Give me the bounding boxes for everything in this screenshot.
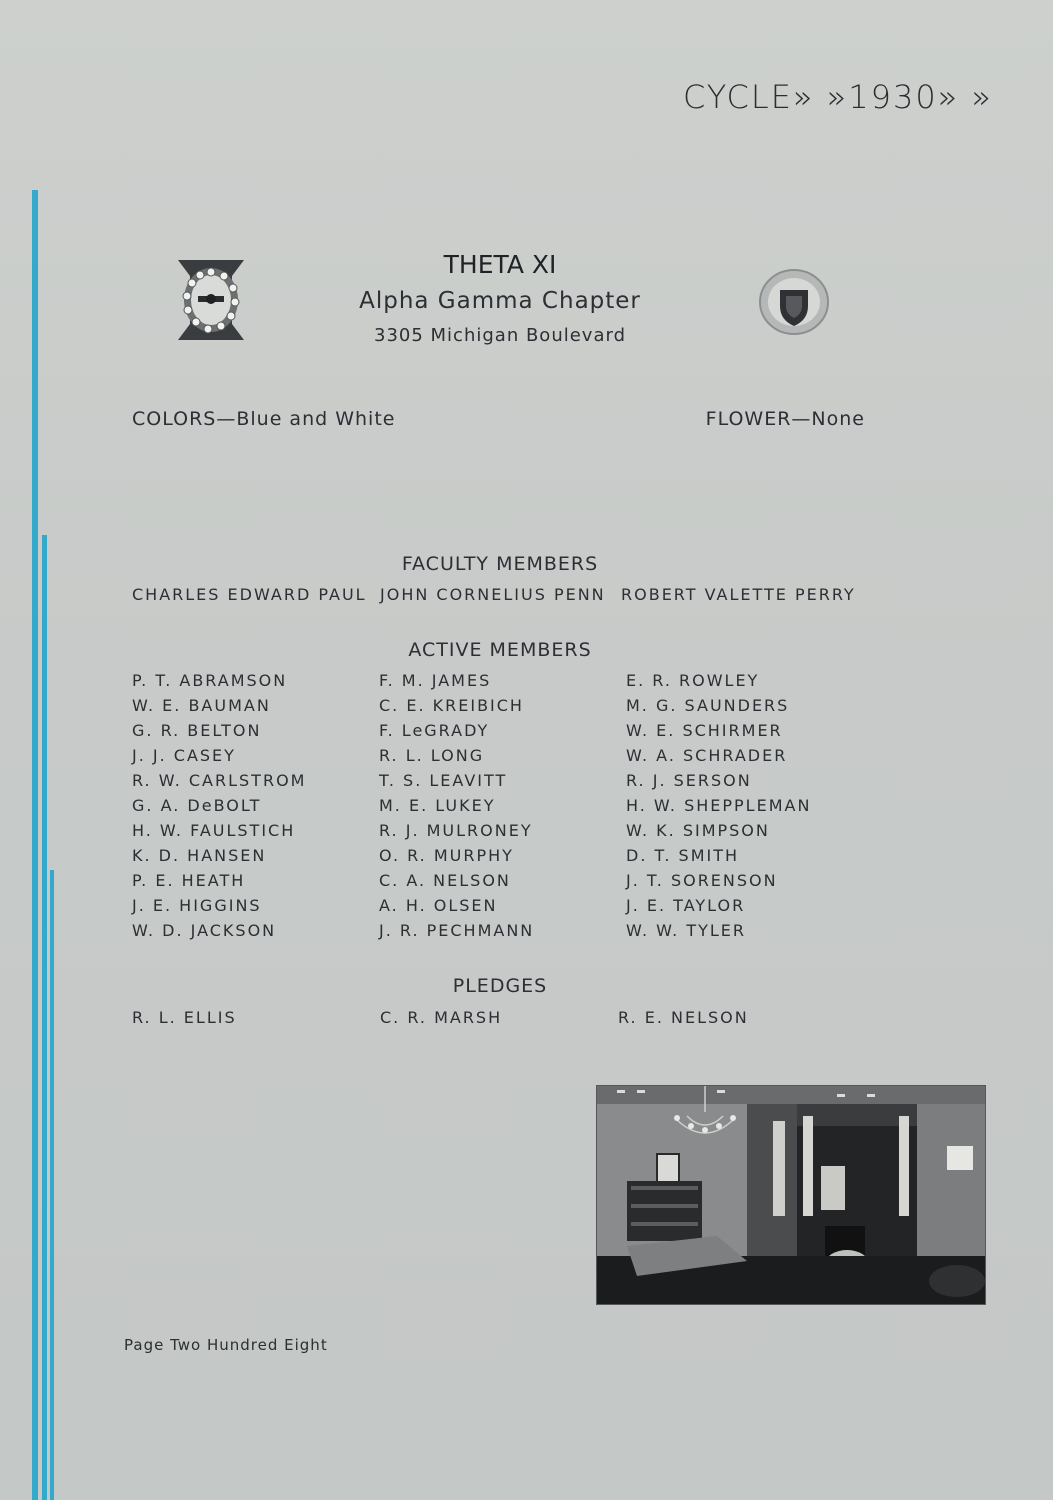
crest-shield-icon	[758, 268, 830, 336]
member-name: W. E. BAUMAN	[132, 696, 271, 715]
flower-line: FLOWER—None	[705, 408, 865, 430]
member-name: H. W. SHEPPLEMAN	[626, 796, 812, 815]
active-column-2	[379, 668, 534, 943]
member-name: W. D. JACKSON	[132, 921, 277, 940]
member-name: T. S. LEAVITT	[379, 771, 508, 790]
member-name: H. W. FAULSTICH	[132, 821, 296, 840]
member-name: J. E. HIGGINS	[132, 896, 262, 915]
member-name: M. E. LUKEY	[379, 796, 496, 815]
member-name: J. R. PECHMANN	[379, 921, 535, 940]
blue-bar	[50, 870, 54, 1500]
page-number: Page Two Hundred Eight	[124, 1336, 328, 1354]
pledge-name: R. L. ELLIS	[132, 1008, 237, 1027]
faculty-name: ROBERT VALETTE PERRY	[621, 585, 856, 604]
member-name: O. R. MURPHY	[379, 846, 514, 865]
member-name: J. T. SORENSON	[626, 871, 778, 890]
blue-bar	[32, 190, 38, 1500]
active-column-3	[626, 668, 811, 943]
fraternity-pin-icon	[172, 256, 250, 344]
member-name: W. E. SCHIRMER	[626, 721, 783, 740]
member-name: J. J. CASEY	[132, 746, 236, 765]
member-name: F. LeGRADY	[379, 721, 490, 740]
member-name: C. E. KREIBICH	[379, 696, 524, 715]
fraternity-name: THETA XI	[443, 250, 557, 279]
member-name: E. R. ROWLEY	[626, 671, 760, 690]
member-name: W. A. SCHRADER	[626, 746, 788, 765]
chapter-house-photo	[596, 1085, 986, 1305]
pledge-name: C. R. MARSH	[380, 1008, 503, 1027]
member-name: G. A. DeBOLT	[132, 796, 262, 815]
active-heading: ACTIVE MEMBERS	[408, 639, 592, 661]
chapter-name: Alpha Gamma Chapter	[359, 288, 641, 314]
member-name: R. L. LONG	[379, 746, 485, 765]
member-name: P. E. HEATH	[132, 871, 246, 890]
member-name: G. R. BELTON	[132, 721, 262, 740]
colors-line: COLORS—Blue and White	[132, 408, 396, 430]
page-header: CYCLE» »1930» »	[682, 78, 993, 116]
pledge-name: R. E. NELSON	[618, 1008, 749, 1027]
pledges-heading: PLEDGES	[452, 975, 548, 997]
member-name: J. E. TAYLOR	[626, 896, 746, 915]
member-name: D. T. SMITH	[626, 846, 740, 865]
member-name: C. A. NELSON	[379, 871, 511, 890]
active-column-1	[132, 668, 306, 943]
member-name: R. J. MULRONEY	[379, 821, 533, 840]
faculty-name: JOHN CORNELIUS PENN	[380, 585, 606, 604]
member-name: R. J. SERSON	[626, 771, 752, 790]
member-name: R. W. CARLSTROM	[132, 771, 307, 790]
member-name: M. G. SAUNDERS	[626, 696, 790, 715]
faculty-name: CHARLES EDWARD PAUL	[132, 585, 367, 604]
blue-bar	[42, 535, 47, 1500]
member-name: W. W. TYLER	[626, 921, 746, 940]
chapter-address: 3305 Michigan Boulevard	[374, 325, 626, 346]
faculty-heading: FACULTY MEMBERS	[401, 553, 599, 575]
member-name: A. H. OLSEN	[379, 896, 498, 915]
member-name: P. T. ABRAMSON	[132, 671, 288, 690]
member-name: K. D. HANSEN	[132, 846, 267, 865]
member-name: F. M. JAMES	[379, 671, 492, 690]
member-name: W. K. SIMPSON	[626, 821, 770, 840]
